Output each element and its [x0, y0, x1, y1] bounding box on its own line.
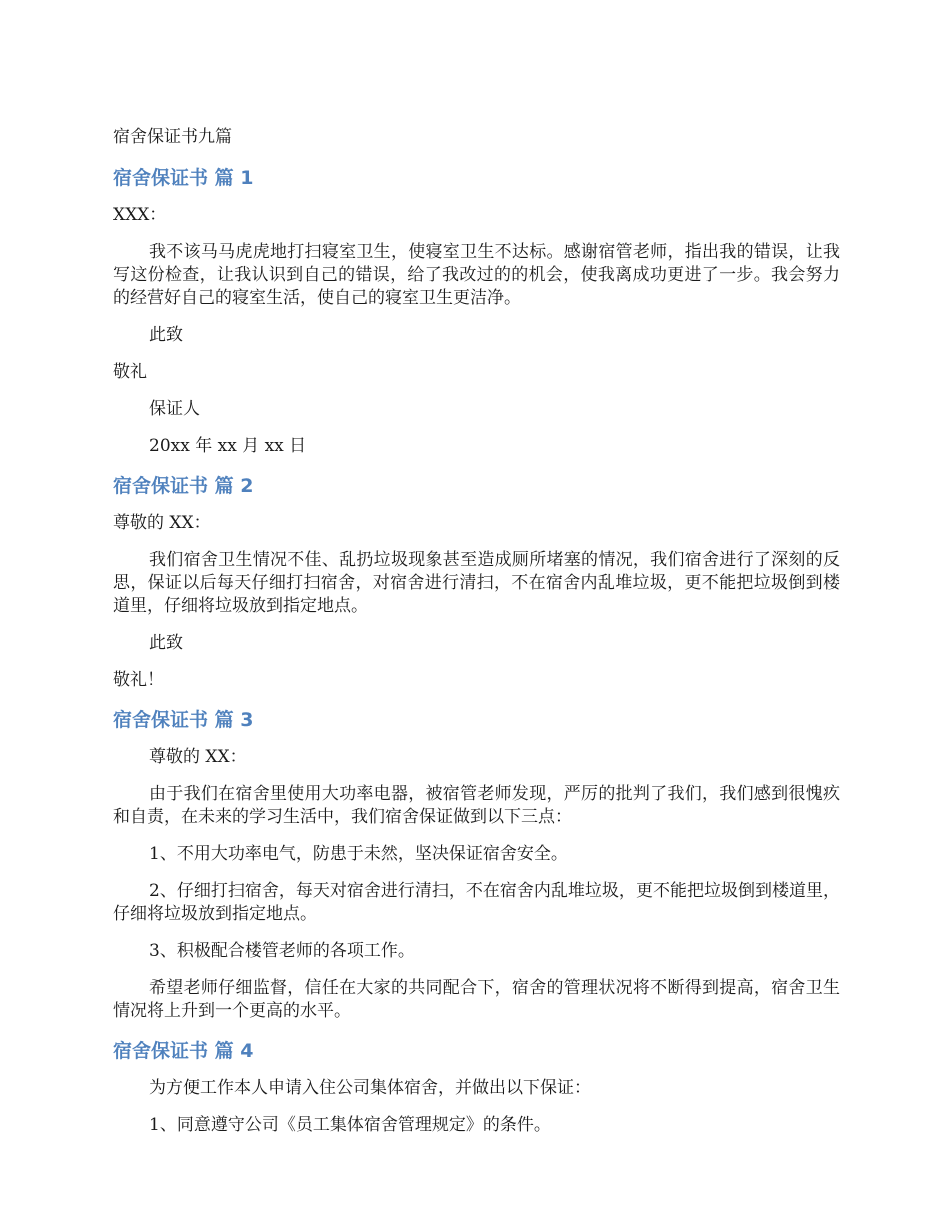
section-2	[113, 472, 840, 692]
salutation: 尊敬的 XX：	[113, 513, 211, 533]
closing-salute: 敬礼！	[113, 670, 164, 690]
list-item: 1、同意遵守公司《员工集体宿舍管理规定》的条件。	[149, 1115, 551, 1135]
section-heading: 宿舍保证书 篇 1	[113, 167, 254, 189]
body-paragraph: 我不该马马虎虎地打扫寝室卫生，使寝室卫生不达标。感谢宿管老师，指出我的错误，让我写这份检查，让我认识到自己的错误，给了我改过的的机会，使我离成功更进了一步。我会努力的经营好自己的寝室生活，使自己的寝室卫生更洁净。	[113, 242, 840, 308]
section-3	[113, 706, 840, 1023]
closing-salute: 敬礼	[113, 362, 147, 382]
body-paragraph: 我们宿舍卫生情况不佳、乱扔垃圾现象甚至造成厕所堵塞的情况，我们宿舍进行了深刻的反思，保证以后每天仔细打扫宿舍，对宿舍进行清扫，不在宿舍内乱堆垃圾，更不能把垃圾倒到楼道里，仔细将垃圾放到指定地点。	[113, 550, 840, 616]
section-4	[113, 1037, 840, 1137]
signer-label: 保证人	[149, 399, 200, 419]
document-body	[113, 124, 840, 1151]
date-line: 20xx 年 xx 月 xx 日	[149, 436, 307, 456]
document-title: 宿舍保证书九篇	[113, 127, 232, 147]
body-paragraph: 希望老师仔细监督，信任在大家的共同配合下，宿舍的管理状况将不断得到提高，宿舍卫生情况将上升到一个更高的水平。	[113, 978, 840, 1021]
section-heading: 宿舍保证书 篇 3	[113, 709, 254, 731]
section-heading: 宿舍保证书 篇 4	[113, 1040, 254, 1062]
list-item: 1、不用大功率电气，防患于未然，坚决保证宿舍安全。	[149, 844, 568, 864]
section-heading: 宿舍保证书 篇 2	[113, 475, 254, 497]
body-paragraph: 为方便工作本人申请入住公司集体宿舍，并做出以下保证：	[149, 1078, 591, 1098]
salutation: XXX：	[113, 205, 167, 225]
list-item: 2、仔细打扫宿舍，每天对宿舍进行清扫，不在宿舍内乱堆垃圾，更不能把垃圾倒到楼道里，仔细将垃圾放到指定地点。	[113, 881, 840, 924]
closing-line: 此致	[149, 633, 183, 653]
closing-line: 此致	[149, 325, 183, 345]
body-paragraph: 由于我们在宿舍里使用大功率电器，被宿管老师发现，严厉的批判了我们，我们感到很愧疚和自责，在未来的学习生活中，我们宿舍保证做到以下三点：	[113, 784, 840, 827]
list-item: 3、积极配合楼管老师的各项工作。	[149, 941, 415, 961]
section-1	[113, 164, 840, 458]
salutation: 尊敬的 XX：	[149, 747, 247, 767]
